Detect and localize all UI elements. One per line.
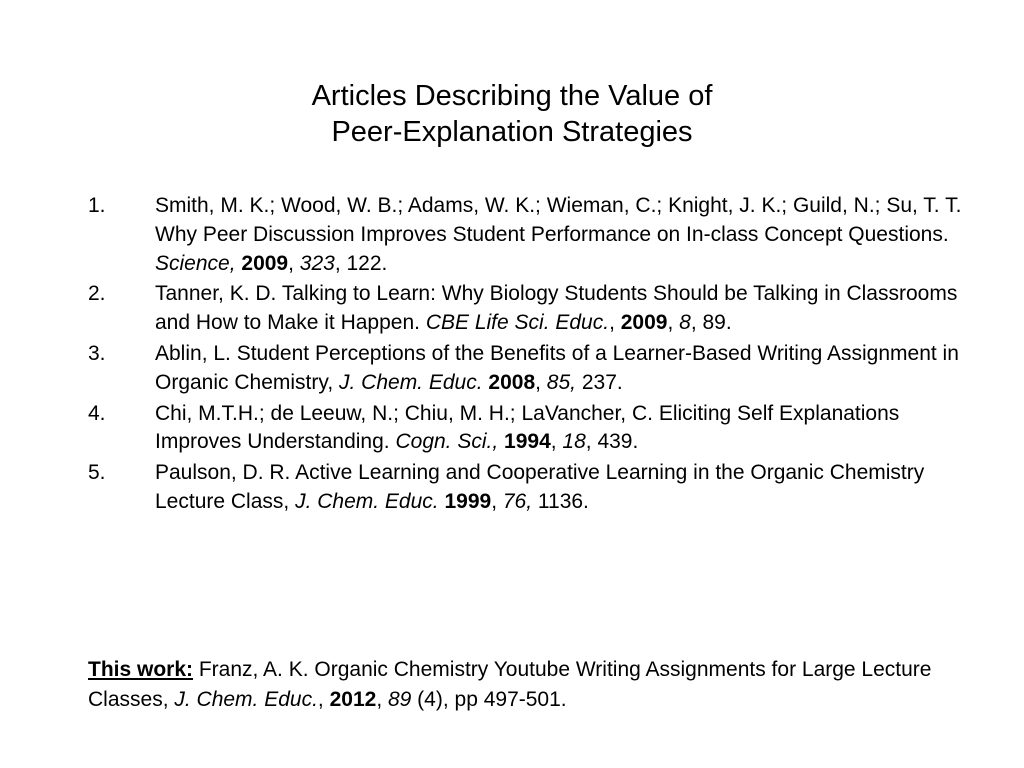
reference-journal: Cogn. Sci., bbox=[395, 430, 499, 454]
reference-item bbox=[88, 340, 968, 398]
reference-text: Paulson, D. R. Active Learning and Cooperative Learning in the Organic Chemistry Lecture Class, bbox=[155, 461, 925, 513]
reference-separator: , bbox=[550, 430, 563, 454]
reference-volume: 8 bbox=[679, 311, 691, 335]
reference-number: 4. bbox=[88, 401, 106, 425]
reference-separator: , bbox=[609, 311, 621, 335]
slide-title bbox=[0, 78, 1024, 150]
reference-text: Smith, M. K.; Wood, W. B.; Adams, W. K.; Wieman, C.; Knight, J. K.; Guild, N.; Su, T. T. Why Peer Discussion Improves Student Performance on In-class Concept Questions. bbox=[155, 194, 962, 246]
this-work-label: This work: bbox=[88, 658, 194, 681]
reference-separator: , bbox=[491, 489, 503, 513]
this-work-volume: 89 bbox=[387, 688, 412, 711]
reference-journal: Science, bbox=[155, 251, 236, 275]
reference-year: 1999 bbox=[444, 489, 492, 513]
this-work-year: 2012 bbox=[329, 688, 377, 711]
reference-volume: 18 bbox=[562, 430, 586, 454]
this-work-citation bbox=[88, 655, 968, 715]
reference-list bbox=[88, 192, 968, 519]
this-work-separator: , bbox=[317, 688, 330, 711]
reference-pages: , 89. bbox=[690, 311, 732, 335]
reference-number: 5. bbox=[88, 461, 106, 485]
reference-volume: 76, bbox=[502, 489, 533, 513]
reference-volume: 323 bbox=[299, 251, 335, 275]
reference-pages: 237. bbox=[576, 370, 623, 394]
reference-item bbox=[88, 400, 968, 458]
reference-text: Chi, M.T.H.; de Leeuw, N.; Chiu, M. H.; LaVancher, C. Eliciting Self Explanations Improves Understanding. bbox=[155, 401, 900, 454]
reference-number: 2. bbox=[88, 282, 106, 306]
reference-citation bbox=[155, 280, 968, 338]
reference-item bbox=[88, 280, 968, 338]
reference-citation bbox=[155, 192, 968, 278]
slide-title-line-1: Articles Describing the Value of bbox=[311, 80, 713, 112]
reference-journal: J. Chem. Educ. bbox=[295, 489, 439, 513]
reference-item bbox=[88, 192, 968, 278]
reference-pages: , 122. bbox=[334, 251, 388, 275]
reference-text: Tanner, K. D. Talking to Learn: Why Biology Students Should be Talking in Classrooms and How to Make it Happen. bbox=[155, 282, 958, 335]
slide-title-line-2: Peer-Explanation Strategies bbox=[331, 116, 693, 148]
reference-year: 2008 bbox=[488, 370, 536, 394]
this-work-journal: J. Chem. Educ. bbox=[174, 688, 318, 711]
reference-separator: , bbox=[288, 251, 300, 275]
reference-separator: , bbox=[535, 370, 547, 394]
reference-item bbox=[88, 459, 968, 517]
reference-pages: 1136. bbox=[532, 489, 589, 513]
reference-year: 1994 bbox=[504, 430, 551, 454]
reference-citation bbox=[155, 400, 968, 458]
this-work-pages: (4), pp 497-501. bbox=[411, 688, 567, 711]
reference-text: Ablin, L. Student Perceptions of the Benefits of a Learner-Based Writing Assignment in Organic Chemistry, bbox=[155, 341, 959, 394]
reference-journal: CBE Life Sci. Educ. bbox=[425, 311, 610, 335]
reference-number: 3. bbox=[88, 341, 106, 365]
reference-pages: , 439. bbox=[585, 430, 639, 454]
this-work-separator: , bbox=[376, 688, 388, 711]
reference-year: 2009 bbox=[620, 311, 668, 335]
reference-year: 2009 bbox=[241, 251, 289, 275]
reference-journal: J. Chem. Educ. bbox=[339, 370, 483, 394]
reference-number: 1. bbox=[88, 194, 106, 217]
this-work-text: Franz, A. K. Organic Chemistry Youtube Writing Assignments for Large Lecture Classes, bbox=[88, 658, 932, 711]
reference-citation bbox=[155, 459, 968, 517]
reference-volume: 85, bbox=[546, 370, 576, 394]
reference-separator: , bbox=[667, 311, 680, 335]
reference-citation bbox=[155, 340, 968, 398]
